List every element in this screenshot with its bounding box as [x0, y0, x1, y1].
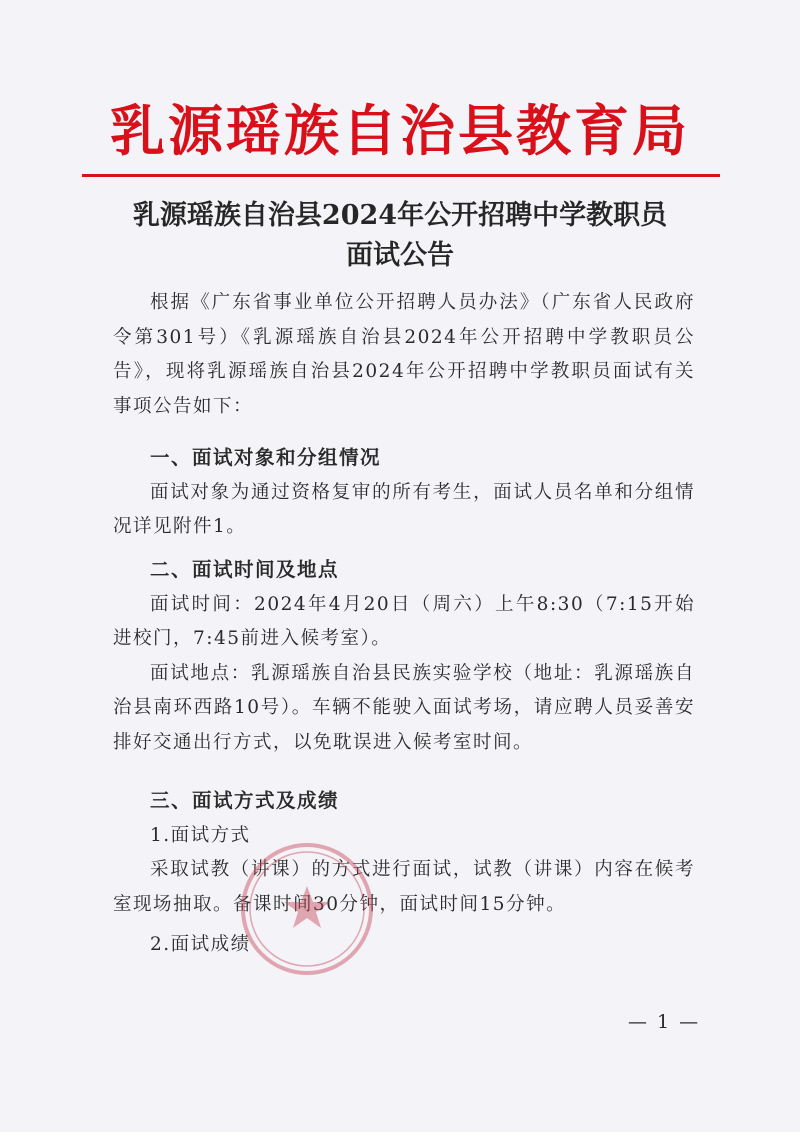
section3-sub1-paragraph: 采取试教（讲课）的方式进行面试，试教（讲课）内容在候考室现场抽取。备课时间30分钟，面试时间15分钟。: [113, 859, 695, 915]
intro-paragraph: 根据《广东省事业单位公开招聘人员办法》（广东省人民政府令第301号）《乳源瑶族自治县2024年公开招聘中学教职员公告》，现将乳源瑶族自治县2024年公开招聘中学教职员面试有关事项公告如下：: [113, 292, 695, 417]
header-red-rule: [82, 174, 720, 177]
intro-paragraph-block: [113, 286, 695, 424]
section3-block: [113, 784, 695, 963]
section1-paragraph: 面试对象为通过资格复审的所有考生，面试人员名单和分组情况详见附件1。: [113, 481, 695, 537]
section2-time-paragraph: 面试时间：2024年4月20日（周六）上午8:30（7:15开始进校门，7:45前进入候考室）。: [113, 593, 695, 649]
document-title-line1: 乳源瑶族自治县2024年公开招聘中学教职员: [132, 200, 668, 231]
section2-block: [113, 553, 695, 760]
page-number: — 1 —: [628, 1011, 701, 1033]
section3-heading: 三、面试方式及成绩: [150, 789, 340, 812]
section3-subheading-1: 1.面试方式: [150, 824, 251, 846]
section2-heading: 二、面试时间及地点: [150, 558, 340, 581]
document-title-line2: 面试公告: [346, 240, 454, 271]
organization-header: 乳源瑶族自治县教育局: [109, 98, 690, 163]
section1-heading: 一、面试对象和分组情况: [150, 446, 382, 469]
section1-block: [113, 441, 695, 545]
section3-subheading-2: 2.面试成绩: [150, 934, 251, 955]
section2-place-paragraph: 面试地点：乳源瑶族自治县民族实验学校（地址：乳源瑶族自治县南环西路10号）。车辆不能驶入面试考场，请应聘人员妥善安排好交通出行方式，以免耽误进入候考室时间。: [113, 662, 695, 753]
official-seal-stamp: [236, 838, 378, 980]
